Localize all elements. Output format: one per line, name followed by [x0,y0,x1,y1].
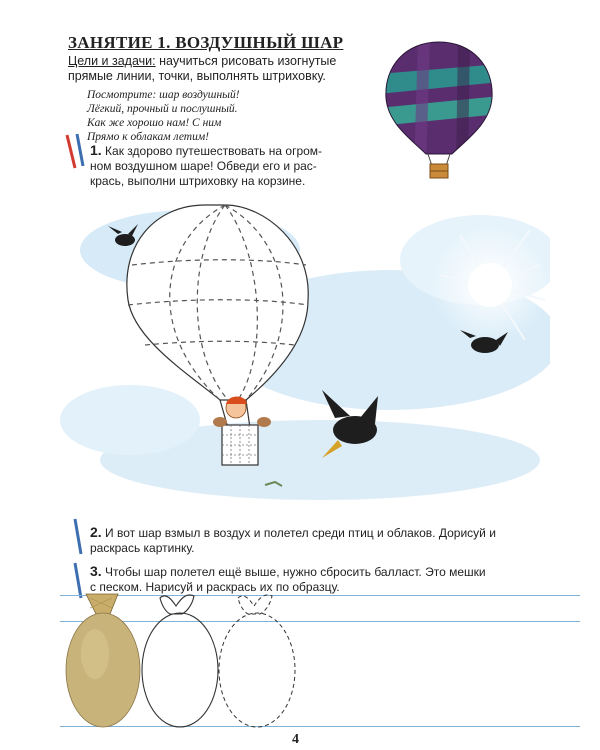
task-number: 1. [90,142,102,158]
sandbag-exercise [60,592,320,732]
goals-label: Цели и задачи: [68,54,156,68]
task-1 [90,143,352,189]
lesson-title: ЗАНЯТИЕ 1. ВОЗДУШНЫЙ ШАР [68,33,344,52]
task-number: 3. [90,563,102,579]
page-number: 4 [292,732,299,747]
goals-text-1: научиться рисовать изогнутые [155,54,337,68]
pencil-icon [62,132,88,172]
pencil-icon [70,516,88,558]
sky-illustration [60,190,550,510]
task-text-line: ном воздушном шаре! Обведи его и рас- [90,159,317,173]
child-passenger [213,397,271,428]
task-number: 2. [90,524,102,540]
task-text-line: крась, выполни штриховку на корзине. [90,174,306,188]
sandbag-icon [66,594,140,727]
task-text-line: Как здорово путешествовать на огром- [105,144,323,158]
task-text-line: И вот шар взмыл в воздух и полетел среди птиц и облаков. Дорисуй и [105,526,496,540]
goals-text-2: прямые линии, точки, выполнять штриховку. [68,69,326,83]
poem-line: Лёгкий, прочный и послушный. [87,103,238,115]
task-text-line: с песком. Нарисуй и раскрась их по образцу. [90,580,340,594]
hot-air-balloon-icon [378,38,500,183]
poem-line: Как же хорошо нам! С ним [87,117,222,129]
task-text-line: Чтобы шар полетел ещё выше, нужно сбросить балласт. Это мешки [105,565,486,579]
poem-line: Прямо к облакам летим! [87,131,210,143]
sandbag-dashed [219,595,295,727]
task-text-line: раскрась картинку. [90,541,195,555]
poem [87,88,240,144]
task-3 [90,564,540,595]
sun-icon [430,225,550,345]
poem-line: Посмотрите: шар воздушный! [87,89,240,101]
lesson-goals [68,54,368,84]
sandbag-outline [142,595,218,727]
task-2 [90,525,540,556]
